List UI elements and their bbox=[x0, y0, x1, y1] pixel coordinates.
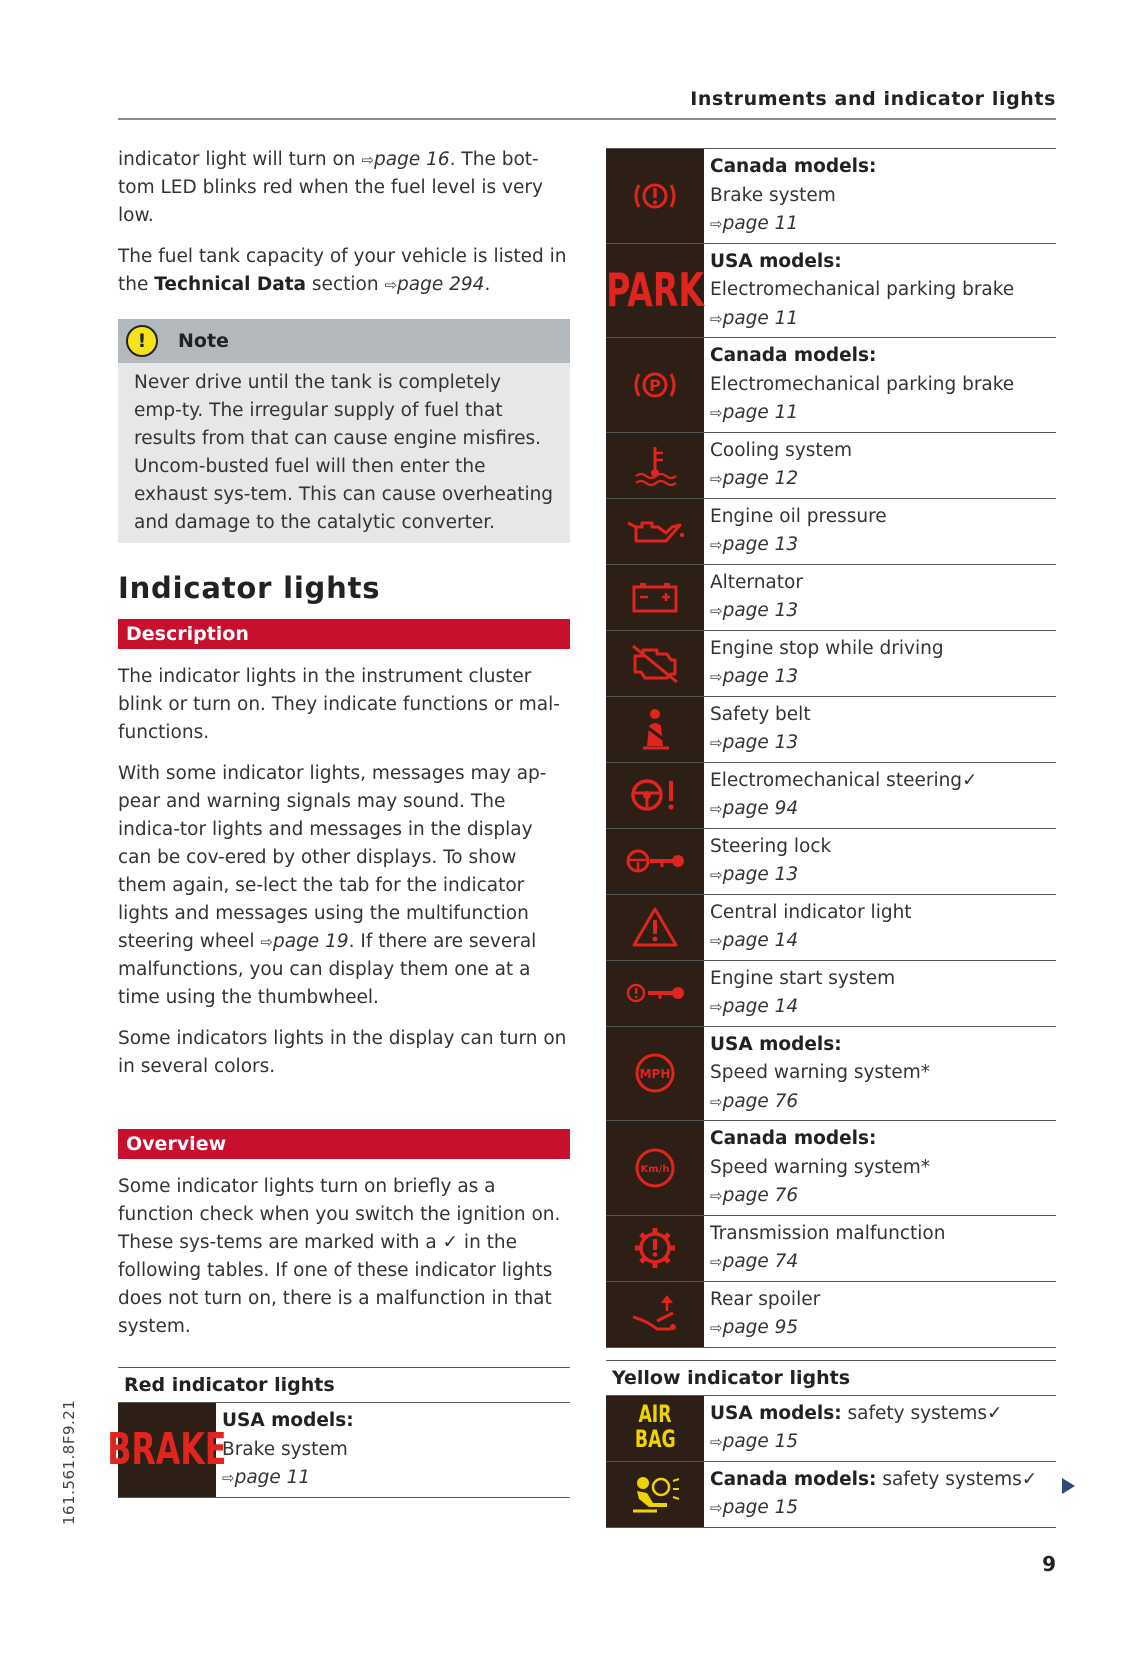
indicator-row: Cooling system ⇨page 12 bbox=[606, 433, 1056, 499]
page-ref-link[interactable]: page 74 bbox=[722, 1251, 799, 1272]
key-icon bbox=[606, 961, 704, 1026]
page-ref-link[interactable]: page 11 bbox=[234, 1467, 311, 1488]
page-ref-link[interactable]: page 12 bbox=[722, 468, 799, 489]
section-heading: Indicator lights bbox=[118, 571, 381, 605]
page-ref-link[interactable]: page 13 bbox=[722, 600, 799, 621]
description-paragraph-2: With some indicator lights, messages may ap-pear and warning signals may sound. The indica-tor lights and messages in the display can be cov-ered by other displays. To show them again, se-lect the tab for the indicator lights and messages using the multifunction steering wheel ⇨page 19. If there are several malfunctions, you can display them one at a time using the thumbwheel. bbox=[118, 763, 547, 1008]
right-column bbox=[606, 148, 1056, 1528]
page-ref-arrow-icon: ⇨ bbox=[710, 932, 723, 950]
note-box bbox=[118, 319, 570, 543]
svg-text:MPH: MPH bbox=[639, 1067, 671, 1082]
fuel-paragraph-2: The fuel tank capacity of your vehicle is listed in the Technical Data section ⇨page 294. bbox=[118, 246, 567, 295]
indicator-row: Electromechanical steering✓ ⇨page 94 bbox=[606, 763, 1056, 829]
gear-warning-icon bbox=[606, 1216, 704, 1281]
indicator-row: Transmission malfunction ⇨page 74 bbox=[606, 1216, 1056, 1282]
page-ref-link[interactable]: page 14 bbox=[722, 930, 799, 951]
page-ref-arrow-icon: ⇨ bbox=[710, 866, 723, 884]
indicator-row: Steering lock ⇨page 13 bbox=[606, 829, 1056, 895]
indicator-row: Engine oil pressure ⇨page 13 bbox=[606, 499, 1056, 565]
yellow-table-title: Yellow indicator lights bbox=[606, 1360, 1056, 1396]
page-ref-link[interactable]: page 16 bbox=[374, 149, 450, 170]
description-bar: Description bbox=[118, 619, 570, 649]
page-ref-arrow-icon: ⇨ bbox=[710, 404, 723, 422]
indicator-row: Km/h Canada models: Speed warning system* ⇨page 76 bbox=[606, 1121, 1056, 1216]
svg-text:P: P bbox=[649, 375, 661, 395]
page-ref-link[interactable]: page 19 bbox=[272, 931, 349, 952]
page-ref-arrow-icon: ⇨ bbox=[384, 276, 398, 294]
page-ref-link[interactable]: page 11 bbox=[722, 402, 799, 423]
indicator-row: Rear spoiler ⇨page 95 bbox=[606, 1282, 1056, 1348]
exclamation-icon: ! bbox=[126, 325, 158, 357]
airbag-icon: AIR BAG bbox=[606, 1396, 704, 1461]
page-ref-arrow-icon: ⇨ bbox=[710, 1253, 723, 1271]
passenger-airbag-icon bbox=[606, 1462, 704, 1527]
page-ref-link[interactable]: page 15 bbox=[722, 1431, 799, 1452]
indicator-row: Engine start system ⇨page 14 bbox=[606, 961, 1056, 1027]
page-ref-arrow-icon: ⇨ bbox=[710, 602, 723, 620]
brake-text-icon: BRAKE bbox=[118, 1403, 216, 1497]
fuel-paragraph-1: indicator light will turn on ⇨page 16. The bot-tom LED blinks red when the fuel level is very low. bbox=[118, 149, 543, 226]
indicator-row: Central indicator light ⇨page 14 bbox=[606, 895, 1056, 961]
page-number: 9 bbox=[1042, 1552, 1056, 1576]
page-ref-arrow-icon: ⇨ bbox=[710, 800, 723, 818]
description-paragraph-1: The indicator lights in the instrument cluster blink or turn on. They indicate functions or mal-functions. bbox=[118, 666, 560, 743]
page-ref-arrow-icon: ⇨ bbox=[361, 151, 375, 169]
page-ref-link[interactable]: page 95 bbox=[722, 1317, 799, 1338]
page-ref-arrow-icon: ⇨ bbox=[710, 470, 723, 488]
indicator-row: PARK USA models: Electromechanical parking brake ⇨page 11 bbox=[606, 244, 1056, 339]
kmh-icon bbox=[606, 1121, 704, 1215]
page-ref-arrow-icon: ⇨ bbox=[710, 668, 723, 686]
page-ref-link[interactable]: page 11 bbox=[722, 213, 799, 234]
parking-brake-circle-icon bbox=[606, 338, 704, 432]
page-ref-arrow-icon: ⇨ bbox=[710, 998, 723, 1016]
page-ref-arrow-icon: ⇨ bbox=[710, 1433, 723, 1451]
coolant-temperature-icon bbox=[606, 433, 704, 498]
indicator-row: Safety belt ⇨page 13 bbox=[606, 697, 1056, 763]
document-code: 161.561.8F9.21 bbox=[60, 1399, 78, 1525]
page-ref-link[interactable]: page 13 bbox=[722, 732, 799, 753]
yellow-indicator-table bbox=[606, 1396, 1056, 1528]
indicator-row: Canada models: Brake system ⇨page 11 bbox=[606, 149, 1056, 244]
page-ref-link[interactable]: page 14 bbox=[722, 996, 799, 1017]
mph-icon bbox=[606, 1027, 704, 1121]
overview-paragraph: Some indicator lights turn on briefly as a function check when you switch the ignition on. These sys-tems are marked with a ✓ in the following tables. If one of these indicator lights does not turn on, there is a malfunction in that system. bbox=[118, 1176, 561, 1337]
rear-spoiler-icon bbox=[606, 1282, 704, 1347]
page-ref-link[interactable]: page 76 bbox=[722, 1090, 799, 1112]
page-ref-link[interactable]: page 13 bbox=[722, 666, 799, 687]
battery-icon bbox=[606, 565, 704, 630]
chapter-title: Instruments and indicator lights bbox=[690, 88, 1056, 110]
page-ref-arrow-icon: ⇨ bbox=[710, 1092, 723, 1111]
red-table-title: Red indicator lights bbox=[118, 1367, 570, 1403]
red-indicator-table bbox=[606, 149, 1056, 1348]
page-ref-link[interactable]: page 294 bbox=[397, 274, 485, 295]
page-ref-link[interactable]: page 13 bbox=[722, 534, 799, 555]
indicator-row: BRAKE USA models: Brake system ⇨page 11 bbox=[118, 1403, 570, 1498]
seat-belt-icon bbox=[606, 697, 704, 762]
page-header bbox=[118, 88, 1056, 120]
indicator-row: Alternator ⇨page 13 bbox=[606, 565, 1056, 631]
page-ref-link[interactable]: page 94 bbox=[722, 798, 799, 819]
page-ref-arrow-icon: ⇨ bbox=[710, 1319, 723, 1337]
indicator-row: Engine stop while driving ⇨page 13 bbox=[606, 631, 1056, 697]
note-body: Never drive until the tank is completely emp-ty. The irregular supply of fuel that results from that can cause engine misfires. Uncom-busted fuel will then enter the exhaust sys-tem. This can cause overheating and damage to the catalytic converter. bbox=[134, 372, 554, 533]
page-ref-arrow-icon: ⇨ bbox=[710, 1187, 723, 1205]
next-page-arrow-icon[interactable] bbox=[1062, 1478, 1075, 1494]
indicator-row: AIR BAG USA models: safety systems✓ ⇨page 15 bbox=[606, 1396, 1056, 1462]
page-ref-arrow-icon: ⇨ bbox=[710, 1499, 723, 1517]
left-column bbox=[107, 146, 570, 1498]
indicator-row: MPH USA models: Speed warning system* ⇨page 76 bbox=[606, 1027, 1056, 1122]
park-icon: PARK bbox=[606, 244, 704, 338]
page-ref-arrow-icon: ⇨ bbox=[710, 215, 723, 233]
page-ref-arrow-icon: ⇨ bbox=[710, 309, 723, 328]
indicator-row: Canada models: safety systems✓ ⇨page 15 bbox=[606, 1462, 1056, 1528]
steering-warning-icon bbox=[606, 763, 704, 828]
page-ref-link[interactable]: page 15 bbox=[722, 1497, 799, 1518]
description-paragraph-3: Some indicators lights in the display can turn on in several colors. bbox=[118, 1028, 567, 1077]
note-title: Note bbox=[178, 330, 229, 352]
page-ref-link[interactable]: page 13 bbox=[722, 864, 799, 885]
page-ref-arrow-icon: ⇨ bbox=[710, 536, 723, 554]
warning-triangle-icon bbox=[606, 895, 704, 960]
svg-text:Km/h: Km/h bbox=[640, 1163, 670, 1175]
brake-circle-icon bbox=[606, 149, 704, 243]
page-ref-arrow-icon: ⇨ bbox=[260, 933, 273, 951]
overview-bar: Overview bbox=[118, 1129, 570, 1159]
indicator-row: P Canada models: Electromechanical parking brake ⇨page 11 bbox=[606, 338, 1056, 433]
page-ref-link[interactable]: page 76 bbox=[722, 1185, 799, 1206]
page-ref-arrow-icon: ⇨ bbox=[222, 1469, 235, 1487]
note-header bbox=[118, 319, 570, 363]
page-ref-link[interactable]: page 11 bbox=[722, 307, 799, 329]
engine-stop-icon bbox=[606, 631, 704, 696]
oil-can-icon bbox=[606, 499, 704, 564]
page-ref-arrow-icon: ⇨ bbox=[710, 734, 723, 752]
steering-lock-icon bbox=[606, 829, 704, 894]
